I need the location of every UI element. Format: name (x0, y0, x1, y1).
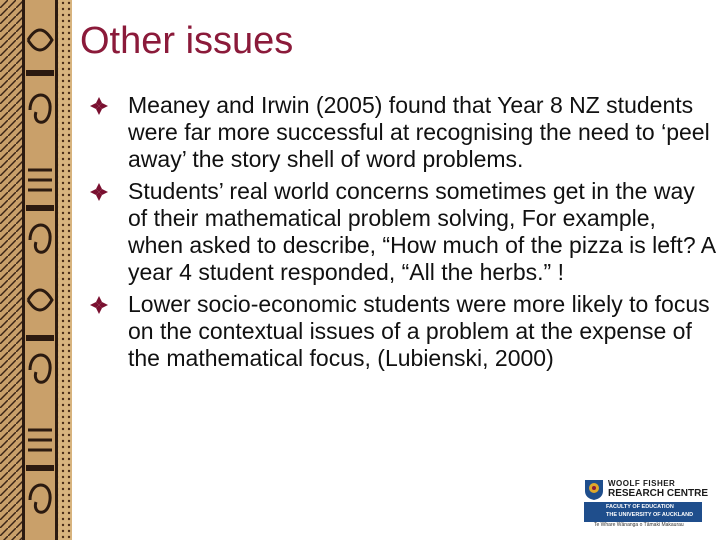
logo-line-2: RESEARCH CENTRE (608, 488, 709, 499)
tapa-pattern (0, 0, 72, 540)
crest-icon (584, 479, 604, 501)
bullet-text: Meaney and Irwin (2005) found that Year 8 NZ students were far more successful at recognising the need to ‘peel away’ the story shell of word problems. (128, 92, 710, 172)
diamond-bullet-icon (88, 294, 110, 316)
bullet-list (88, 92, 716, 377)
diamond-bullet-icon (88, 181, 110, 203)
logo-line-5: Te Whare Wānanga o Tāmaki Makaurau (594, 522, 684, 528)
bullet-text: Students’ real world concerns sometimes get in the way of their mathematical problem solving, For example, when asked to describe, “How much of the pizza is left? A year 4 student responded, “All the herbs.” ! (128, 178, 715, 285)
slide-title: Other issues (80, 20, 294, 62)
bullet-item (88, 92, 716, 173)
bullet-item (88, 291, 716, 372)
logo-line-3: FACULTY OF EDUCATION (606, 504, 674, 510)
university-logo (582, 476, 709, 528)
bullet-text: Lower socio-economic students were more likely to focus on the contextual issues of a problem at the expense of the mathematical focus, (Lubienski, 2000) (128, 291, 710, 371)
logo-bar (584, 502, 702, 522)
logo-line-4: THE UNIVERSITY OF AUCKLAND (606, 512, 694, 518)
tapa-border (0, 0, 72, 540)
bullet-item (88, 178, 716, 286)
logo-line-1: WOOLF FISHER (608, 479, 676, 488)
diamond-bullet-icon (88, 95, 110, 117)
